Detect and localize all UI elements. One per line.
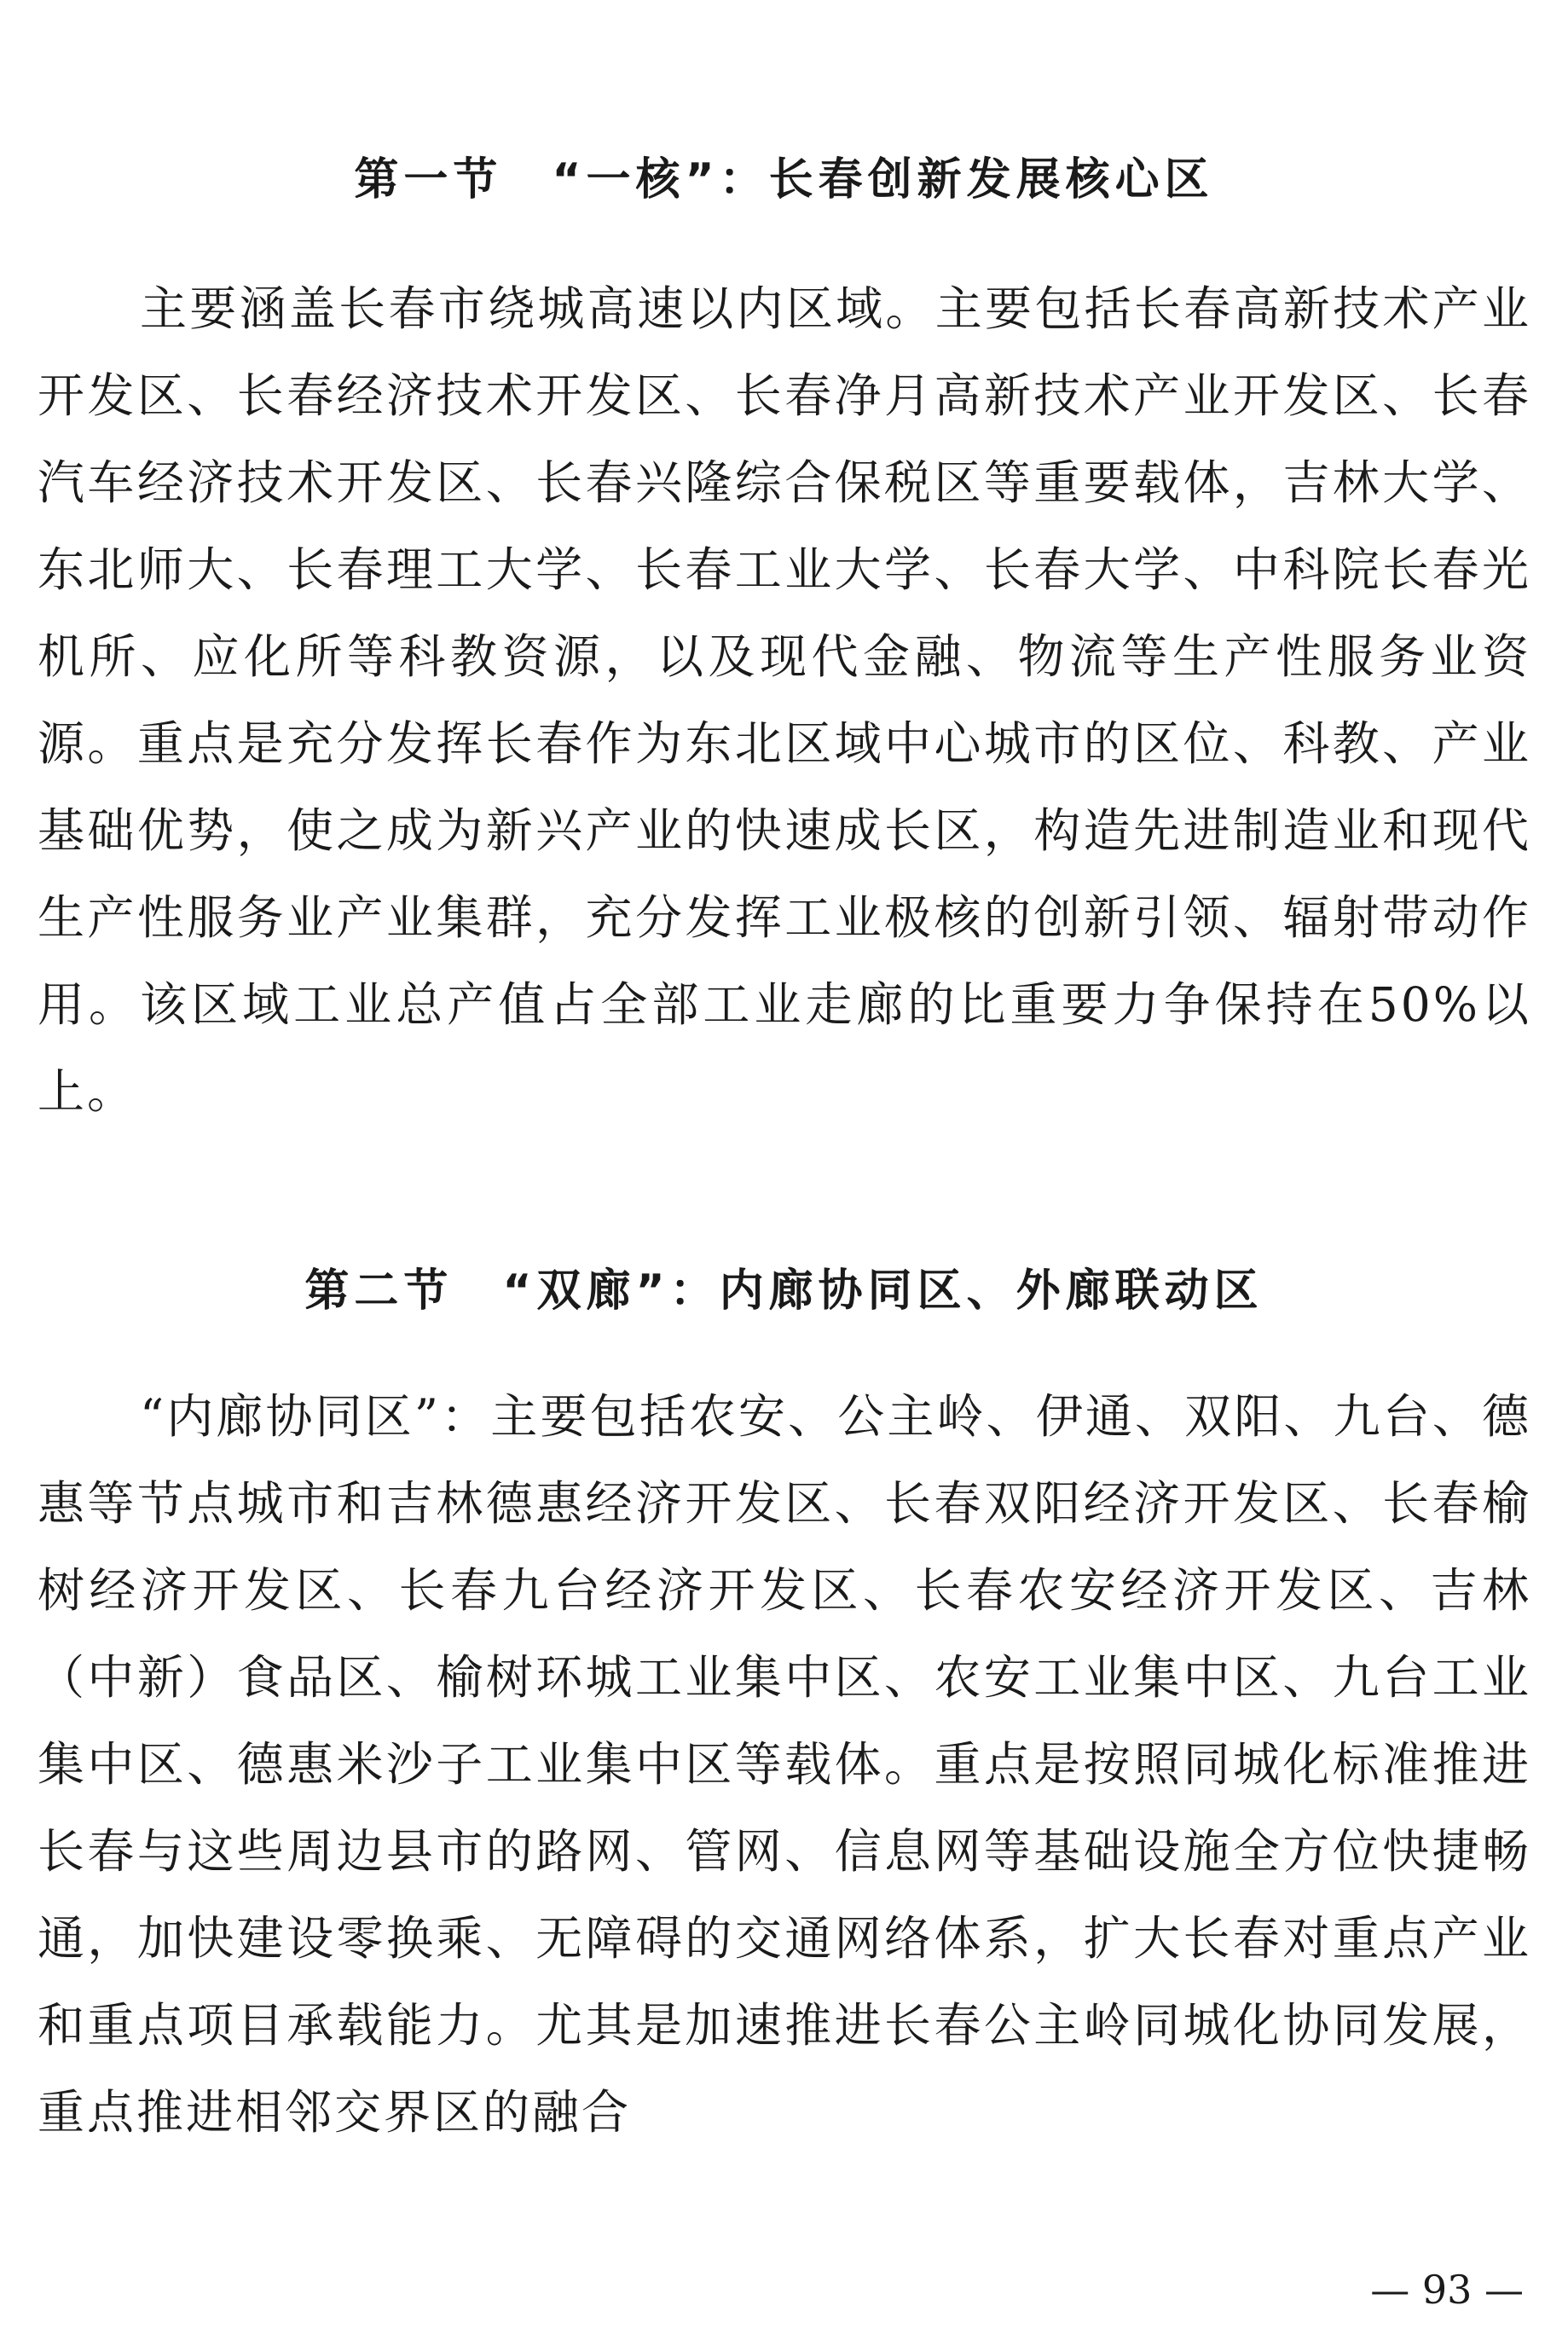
section-1-paragraph: 主要涵盖长春市绕城高速以内区域。主要包括长春高新技术产业开发区、长春经济技术开发区、长春净月高新技术产业开发区、长春汽车经济技术开发区、长春兴隆综合保税区等重要载体，吉林大学、东北师大、长春理工大学、长春工业大学、长春大学、中科院长春光机所、应化所等科教资源，以及现代金融、物流等生产性服务业资源。重点是充分发挥长春作为东北区域中心城市的区位、科教、产业基础优势，使之成为新兴产业的快速成长区，构造先进制造业和现代生产性服务业产业集群，充分发挥工业极核的创新引领、辐射带动作用。该区域工业总产值占全部工业走廊的比重要力争保持在50%以上。 — [38, 281, 1531, 1119]
section-1-title: 第一节 “一核”：长春创新发展核心区 — [354, 154, 1214, 206]
page-number: — 93 — — [1370, 2267, 1524, 2313]
section-2-title: 第二节 “双廊”：内廊协同区、外廊联动区 — [304, 1266, 1264, 1317]
section-2-paragraph: “内廊协同区”：主要包括农安、公主岭、伊通、双阳、九台、德惠等节点城市和吉林德惠经济开发区、长春双阳经济开发区、长春榆树经济开发区、长春九台经济开发区、长春农安经济开发区、吉林（中新）食品区、榆树环城工业集中区、农安工业集中区、九台工业集中区、德惠米沙子工业集中区等载体。重点是按照同城化标准推进长春与这些周边县市的路网、管网、信息网等基础设施全方位快捷畅通，加快建设零换乘、无障碍的交通网络体系，扩大长春对重点产业和重点项目承载能力。尤其是加速推进长春公主岭同城化协同发展，重点推进相邻交界区的融合 — [38, 1389, 1531, 2140]
